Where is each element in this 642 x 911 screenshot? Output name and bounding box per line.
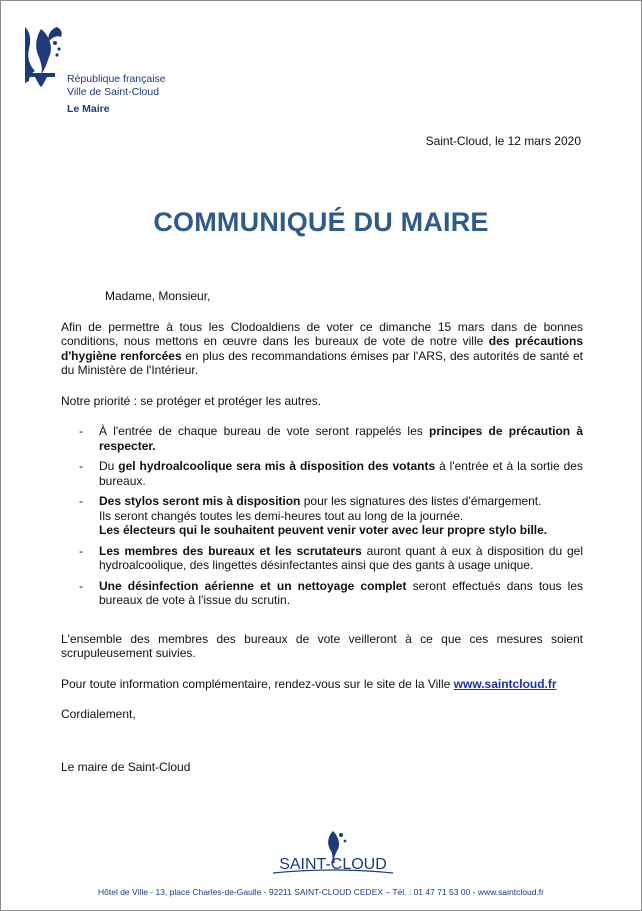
bullet-text-end: pour les signatures des listes d'émargement. — [300, 494, 542, 508]
closing-paragraph: L'ensemble des membres des bureaux de vote veilleront à ce que ces mesures soient scrupuleusement suivies. — [61, 631, 583, 660]
list-item — [61, 579, 583, 608]
bullet-text-end: seront effectués dans tous les bureaux de vote à l'issue du scrutin. — [99, 578, 583, 607]
bullet-bold: principes de précaution à respecter. — [99, 424, 583, 453]
bullet-dash: - — [79, 424, 83, 438]
bullet-dash: - — [79, 459, 83, 473]
bullet-dash: - — [79, 578, 83, 593]
footer-logo-text: SAINT-CLOUD — [279, 856, 387, 873]
list-item — [61, 459, 583, 488]
bullet-bold: Les membres des bureaux et les scrutateurs — [99, 543, 362, 558]
bullet-text: À l'entrée de chaque bureau de vote seront rappelés les — [99, 424, 429, 438]
measures-list — [61, 424, 583, 608]
list-item — [61, 424, 583, 453]
footer-address: Hôtel de Ville - 13, place Charles-de-Gaulle - 92211 SAINT-CLOUD CEDEX – Tél. : 01 47 71 53 00 - www.saintcloud.fr — [98, 887, 544, 897]
signature: Le maire de Saint-Cloud — [61, 759, 191, 774]
org-line-republic: République française — [67, 73, 166, 85]
bullet-dash: - — [79, 494, 83, 508]
bullet-bold: gel hydroalcoolique sera mis à disposition des votants — [118, 459, 436, 473]
bullet-bold: Une désinfection aérienne et un nettoyage complet — [99, 578, 407, 593]
saint-cloud-footer-logo — [263, 829, 403, 877]
list-item — [61, 544, 583, 573]
intro-paragraph — [61, 320, 583, 378]
bullet-text-end: à l'entrée et à la sortie des bureaux. — [99, 459, 583, 488]
intro-bold: des précautions d'hygiène renforcées — [61, 334, 583, 363]
date-line: Saint-Cloud, le 12 mars 2020 — [425, 134, 581, 148]
letterhead — [67, 73, 166, 116]
bullet-dash: - — [79, 543, 83, 558]
office-label: Le Maire — [67, 103, 110, 115]
fleur-de-lis-logo — [21, 23, 63, 87]
list-item — [61, 494, 583, 538]
intro-text-end: en plus des recommandations émises par l'ARS, des autorités de santé et du Ministère de l'Intérieur. — [61, 348, 583, 377]
salutation: Madame, Monsieur, — [105, 289, 211, 303]
info-paragraph — [61, 677, 583, 692]
priority-paragraph: Notre priorité : se protéger et protéger les autres. — [61, 393, 322, 408]
website-link[interactable]: www.saintcloud.fr — [453, 676, 557, 691]
bullet-line-2: Ils seront changés toutes les demi-heures tout au long de la journée. — [99, 508, 464, 523]
info-text: Pour toute information complémentaire, rendez-vous sur le site de la Ville — [61, 676, 454, 691]
bullet-text-end: auront quant à eux à disposition du gel hydroalcoolique, des lingettes désinfectantes ainsi que des gants à usage unique. — [99, 543, 583, 572]
letter-body — [61, 289, 583, 774]
bullet-line-3: Les électeurs qui le souhaitent peuvent venir voter avec leur propre stylo bille. — [99, 523, 548, 537]
regards: Cordialement, — [61, 707, 136, 721]
bullet-bold: Des stylos seront mis à disposition — [99, 494, 301, 508]
page-title: COMMUNIQUÉ DU MAIRE — [153, 207, 489, 237]
intro-text: Afin de permettre à tous les Clodoaldiens de voter ce dimanche 15 mars dans de bonnes conditions, nous mettons en œuvre dans les bureaux de vote de notre ville — [61, 319, 583, 348]
org-line-city: Ville de Saint-Cloud — [67, 86, 160, 98]
bullet-text: Du — [99, 459, 119, 473]
